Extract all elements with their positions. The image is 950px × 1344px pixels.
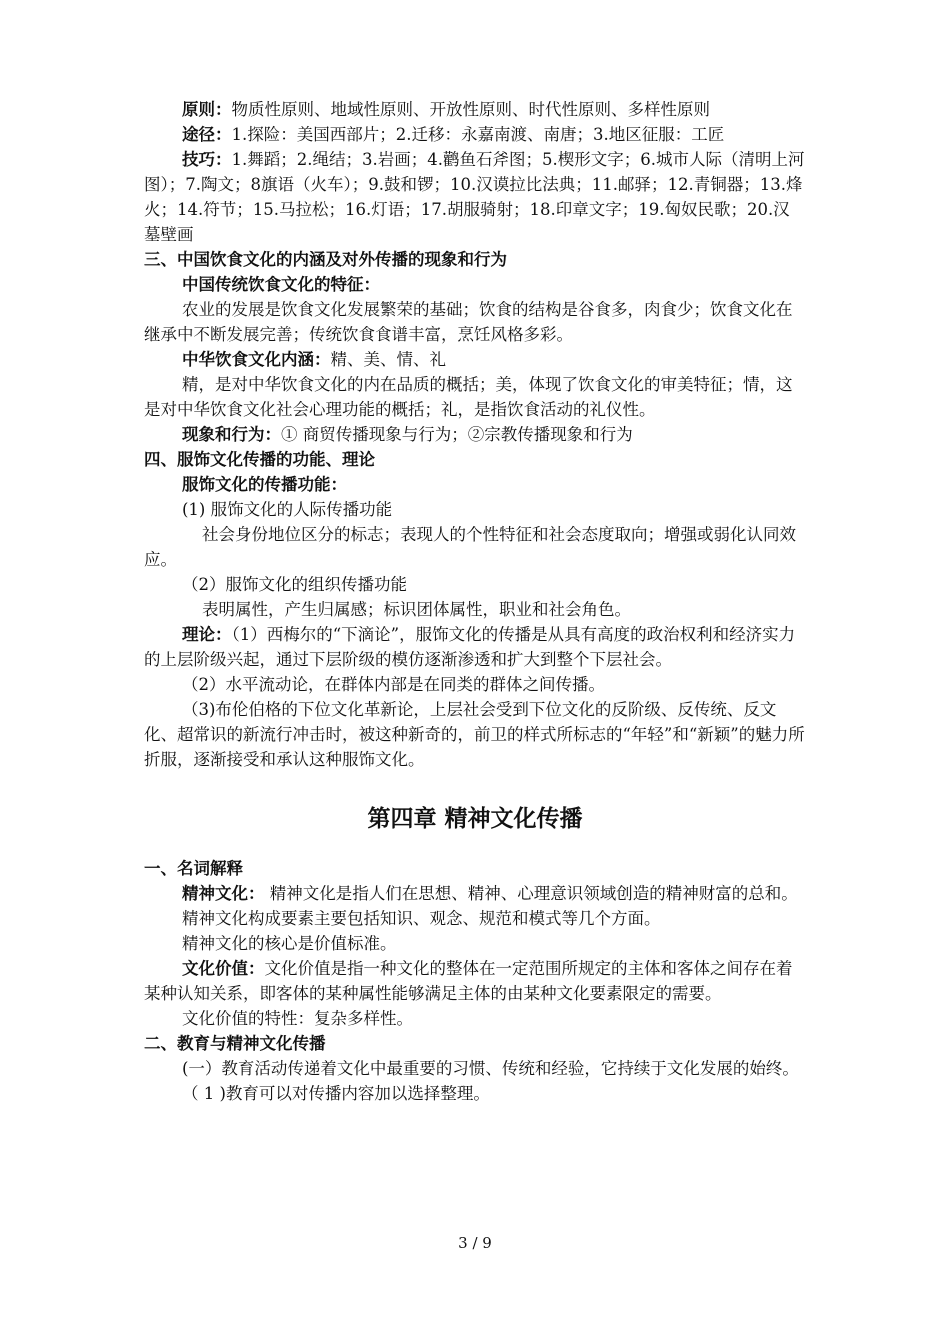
cultural-value-feature: 文化价值的特性：复杂多样性。 xyxy=(182,1009,413,1028)
skill-paragraph xyxy=(144,147,806,247)
connotation-label: 中华饮食文化内涵： xyxy=(182,350,331,369)
cultural-value-text: 文化价值是指一种文化的整体在一定范围所规定的主体和客体之间存在着某种认知关系，即客体的某种属性能够满足主体的由某种文化要素限定的需要。 xyxy=(144,959,793,1003)
spiritual-culture-paragraph xyxy=(144,881,806,906)
connotation-value: 精、美、情、礼 xyxy=(330,350,446,369)
phenomena-label: 现象和行为： xyxy=(182,425,281,444)
page-content xyxy=(144,97,806,1106)
diet-features-title: 中国传统饮食文化的特征： xyxy=(182,275,380,294)
chapter4-section-1-heading: 一、名词解释 xyxy=(144,859,243,878)
clothing-functions-title: 服饰文化的传播功能： xyxy=(182,475,347,494)
route-text: 1.探险：美国西部片；2.迁移：永嘉南渡、南唐；3.地区征服：工匠 xyxy=(231,125,725,144)
chapter4-section-2-heading: 二、教育与精神文化传播 xyxy=(144,1034,326,1053)
section-4-heading: 四、服饰文化传播的功能、理论 xyxy=(144,450,375,469)
theory-2-text: （2）水平流动论，在群体内部是在同类的群体之间传播。 xyxy=(182,675,605,694)
theory-3-text: （3)布伦伯格的下位文化革新论，上层社会受到下位文化的反阶级、反传统、反文化、超常识的新流行冲击时，被这种新奇的，前卫的样式所标志的“年轻”和“新颖”的魅力所折服，逐渐接受和承认这种服饰文化。 xyxy=(144,700,805,769)
page-number: 3 / 9 xyxy=(458,1234,492,1252)
route-label: 途径： xyxy=(182,125,232,144)
spiritual-culture-elements: 精神文化构成要素主要包括知识、观念、规范和模式等几个方面。 xyxy=(182,909,661,928)
route-paragraph xyxy=(144,122,806,147)
function-2-title: （2）服饰文化的组织传播功能 xyxy=(182,575,407,594)
skill-label: 技巧： xyxy=(182,150,232,169)
diet-features-text: 农业的发展是饮食文化发展繁荣的基础；饮食的结构是谷食多，肉食少；饮食文化在继承中不断发展完善；传统饮食食谱丰富，烹饪风格多彩。 xyxy=(144,300,793,344)
spiritual-culture-core: 精神文化的核心是价值标准。 xyxy=(182,934,397,953)
theory-label: 理论： xyxy=(182,625,232,644)
spiritual-culture-text: 精神文化是指人们在思想、精神、心理意识领域创造的精神财富的总和。 xyxy=(264,884,798,903)
cultural-value-paragraph xyxy=(144,956,806,1006)
function-2-text: 表明属性，产生归属感；标识团体属性，职业和社会角色。 xyxy=(202,600,631,619)
theory-1-text: （1）西梅尔的“下滴论”，服饰文化的传播是从具有高度的政治权利和经济实力的上层阶级兴起，通过下层阶级的模仿逐渐渗透和扩大到整个下层社会。 xyxy=(144,625,796,669)
education-paragraph-1: (一）教育活动传递着文化中最重要的习惯、传统和经验，它持续于文化发展的始终。 xyxy=(182,1059,799,1078)
connotation-text: 精，是对中华饮食文化的内在品质的概括；美，体现了饮食文化的审美特征；情，这是对中华饮食文化社会心理功能的概括；礼，是指饮食活动的礼仪性。 xyxy=(144,375,793,419)
connotation-paragraph xyxy=(144,347,806,372)
skill-text: 1.舞蹈；2.绳结；3.岩画；4.鹳鱼石斧图；5.楔形文字；6.城市人际（清明上河图）；7.陶文；8旗语（火车）；9.鼓和锣；10.汉谟拉比法典；11.邮驿；12.青铜器；13.烽火；14.符节；15.马拉松；16.灯语；17.胡服骑射；18.印章文字；19.匈奴民歌；20.汉墓壁画 xyxy=(144,150,805,244)
theory-1-paragraph xyxy=(144,622,806,672)
phenomena-paragraph xyxy=(144,422,806,447)
section-3-heading: 三、中国饮食文化的内涵及对外传播的现象和行为 xyxy=(144,250,507,269)
principle-paragraph xyxy=(144,97,806,122)
education-paragraph-2: （ 1 )教育可以对传播内容加以选择整理。 xyxy=(182,1084,490,1103)
chapter-title: 第四章 精神文化传播 xyxy=(367,805,583,832)
phenomena-text: ① 商贸传播现象与行为；②宗教传播现象和行为 xyxy=(281,425,633,444)
principle-text: 物质性原则、地域性原则、开放性原则、时代性原则、多样性原则 xyxy=(231,100,710,119)
spiritual-culture-label: 精神文化： xyxy=(182,884,265,903)
cultural-value-label: 文化价值： xyxy=(182,959,265,978)
principle-label: 原则： xyxy=(182,100,232,119)
function-1-title: (1) 服饰文化的人际传播功能 xyxy=(182,500,393,519)
function-1-text: 社会身份地位区分的标志；表现人的个性特征和社会态度取向；增强或弱化认同效应。 xyxy=(144,525,796,569)
